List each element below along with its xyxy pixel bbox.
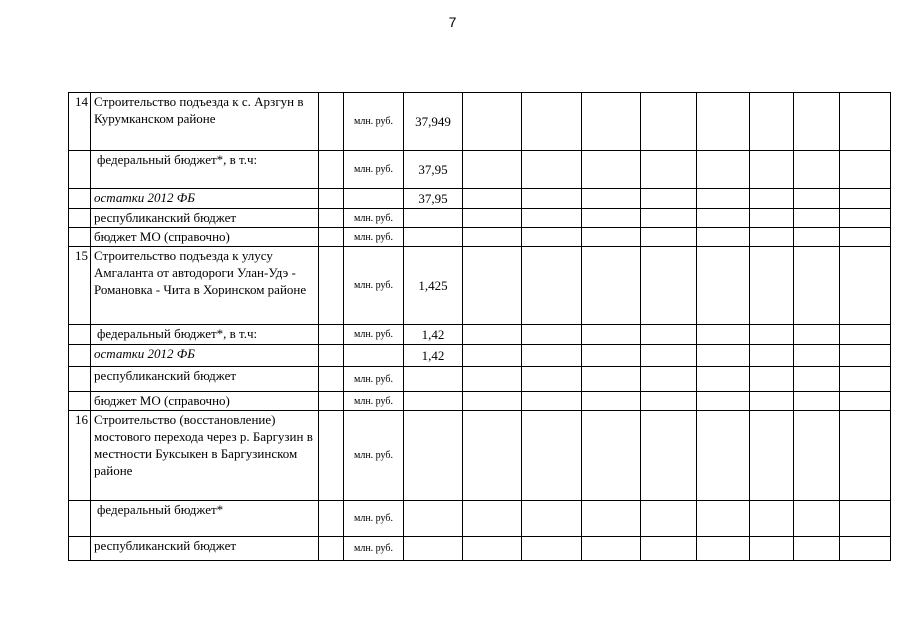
empty-cell xyxy=(840,392,891,411)
empty-cell xyxy=(641,345,697,367)
row-number xyxy=(69,325,91,345)
empty-cell xyxy=(319,325,344,345)
row-name: Строительство (восстановление) мостового перехода через р. Баргузин в местности Буксыкен в Баргузинском районе xyxy=(91,411,319,501)
table-row xyxy=(69,325,891,345)
empty-cell xyxy=(319,411,344,501)
empty-cell xyxy=(319,228,344,247)
empty-cell xyxy=(582,228,641,247)
empty-cell xyxy=(641,537,697,561)
empty-cell xyxy=(582,209,641,228)
value-cell: 37,95 xyxy=(404,189,463,209)
empty-cell xyxy=(582,247,641,325)
empty-cell xyxy=(522,228,582,247)
empty-cell xyxy=(697,537,750,561)
value-cell: 1,42 xyxy=(404,345,463,367)
empty-cell xyxy=(750,209,794,228)
empty-cell xyxy=(641,392,697,411)
unit-cell: млн. руб. xyxy=(344,392,404,411)
table-row xyxy=(69,228,891,247)
empty-cell xyxy=(697,93,750,151)
empty-cell xyxy=(463,189,522,209)
empty-cell xyxy=(582,501,641,537)
empty-cell xyxy=(750,247,794,325)
empty-cell xyxy=(463,367,522,392)
empty-cell xyxy=(463,228,522,247)
empty-cell xyxy=(319,345,344,367)
empty-cell xyxy=(522,247,582,325)
unit-cell xyxy=(344,345,404,367)
row-name: Строительство подъезда к с. Арзгун в Курумканском районе xyxy=(91,93,319,151)
empty-cell xyxy=(750,345,794,367)
empty-cell xyxy=(840,501,891,537)
row-name: Строительство подъезда к улусу Амгаланта от автодороги Улан-Удэ - Романовка - Чита в Хоринском районе xyxy=(91,247,319,325)
empty-cell xyxy=(794,367,840,392)
empty-cell xyxy=(319,93,344,151)
empty-cell xyxy=(463,501,522,537)
empty-cell xyxy=(840,247,891,325)
empty-cell xyxy=(641,411,697,501)
empty-cell xyxy=(840,325,891,345)
empty-cell xyxy=(750,151,794,189)
empty-cell xyxy=(522,151,582,189)
empty-cell xyxy=(463,247,522,325)
empty-cell xyxy=(463,392,522,411)
table-row xyxy=(69,501,891,537)
empty-cell xyxy=(794,411,840,501)
unit-cell: млн. руб. xyxy=(344,93,404,151)
empty-cell xyxy=(840,93,891,151)
empty-cell xyxy=(463,325,522,345)
empty-cell xyxy=(319,367,344,392)
empty-cell xyxy=(522,367,582,392)
value-cell: 1,425 xyxy=(404,247,463,325)
empty-cell xyxy=(697,228,750,247)
empty-cell xyxy=(463,411,522,501)
row-name: республиканский бюджет xyxy=(91,367,319,392)
empty-cell xyxy=(582,411,641,501)
unit-cell: млн. руб. xyxy=(344,411,404,501)
empty-cell xyxy=(582,345,641,367)
empty-cell xyxy=(840,411,891,501)
empty-cell xyxy=(522,537,582,561)
empty-cell xyxy=(750,411,794,501)
empty-cell xyxy=(641,93,697,151)
unit-cell: млн. руб. xyxy=(344,228,404,247)
empty-cell xyxy=(840,537,891,561)
row-name: бюджет МО (справочно) xyxy=(91,228,319,247)
empty-cell xyxy=(697,501,750,537)
empty-cell xyxy=(750,93,794,151)
empty-cell xyxy=(641,501,697,537)
row-name: федеральный бюджет*, в т.ч: xyxy=(91,151,319,189)
empty-cell xyxy=(582,537,641,561)
empty-cell xyxy=(319,151,344,189)
empty-cell xyxy=(319,247,344,325)
row-name: остатки 2012 ФБ xyxy=(91,345,319,367)
table-row xyxy=(69,93,891,151)
empty-cell xyxy=(794,392,840,411)
value-cell xyxy=(404,209,463,228)
empty-cell xyxy=(794,228,840,247)
empty-cell xyxy=(463,93,522,151)
row-number: 16 xyxy=(69,411,91,501)
row-number xyxy=(69,189,91,209)
empty-cell xyxy=(319,501,344,537)
empty-cell xyxy=(840,209,891,228)
empty-cell xyxy=(697,209,750,228)
empty-cell xyxy=(794,325,840,345)
value-cell: 1,42 xyxy=(404,325,463,345)
empty-cell xyxy=(794,189,840,209)
empty-cell xyxy=(463,209,522,228)
empty-cell xyxy=(522,501,582,537)
table-row xyxy=(69,537,891,561)
row-name: бюджет МО (справочно) xyxy=(91,392,319,411)
row-name: федеральный бюджет*, в т.ч: xyxy=(91,325,319,345)
empty-cell xyxy=(582,151,641,189)
empty-cell xyxy=(522,345,582,367)
value-cell: 37,949 xyxy=(404,93,463,151)
empty-cell xyxy=(840,345,891,367)
empty-cell xyxy=(794,209,840,228)
empty-cell xyxy=(522,93,582,151)
value-cell xyxy=(404,228,463,247)
empty-cell xyxy=(522,392,582,411)
empty-cell xyxy=(840,228,891,247)
empty-cell xyxy=(794,345,840,367)
empty-cell xyxy=(697,325,750,345)
empty-cell xyxy=(522,189,582,209)
unit-cell: млн. руб. xyxy=(344,501,404,537)
empty-cell xyxy=(641,151,697,189)
row-name: республиканский бюджет xyxy=(91,537,319,561)
empty-cell xyxy=(750,325,794,345)
table-row xyxy=(69,247,891,325)
table-row xyxy=(69,345,891,367)
unit-cell: млн. руб. xyxy=(344,209,404,228)
empty-cell xyxy=(794,151,840,189)
value-cell xyxy=(404,392,463,411)
unit-cell: млн. руб. xyxy=(344,367,404,392)
table-row xyxy=(69,151,891,189)
budget-table xyxy=(68,92,891,561)
value-cell xyxy=(404,367,463,392)
empty-cell xyxy=(522,209,582,228)
row-number: 14 xyxy=(69,93,91,151)
empty-cell xyxy=(582,367,641,392)
empty-cell xyxy=(319,209,344,228)
empty-cell xyxy=(463,537,522,561)
empty-cell xyxy=(750,228,794,247)
empty-cell xyxy=(750,367,794,392)
empty-cell xyxy=(641,247,697,325)
empty-cell xyxy=(463,151,522,189)
empty-cell xyxy=(522,411,582,501)
empty-cell xyxy=(750,392,794,411)
row-number xyxy=(69,345,91,367)
empty-cell xyxy=(750,189,794,209)
page-number: 7 xyxy=(448,14,457,30)
row-name: республиканский бюджет xyxy=(91,209,319,228)
empty-cell xyxy=(697,151,750,189)
empty-cell xyxy=(794,247,840,325)
table-row xyxy=(69,392,891,411)
empty-cell xyxy=(840,367,891,392)
empty-cell xyxy=(794,501,840,537)
empty-cell xyxy=(582,93,641,151)
empty-cell xyxy=(697,189,750,209)
empty-cell xyxy=(697,247,750,325)
value-cell xyxy=(404,501,463,537)
row-number: 15 xyxy=(69,247,91,325)
empty-cell xyxy=(794,93,840,151)
row-number xyxy=(69,151,91,189)
empty-cell xyxy=(641,209,697,228)
empty-cell xyxy=(697,367,750,392)
empty-cell xyxy=(697,392,750,411)
row-number xyxy=(69,228,91,247)
empty-cell xyxy=(463,345,522,367)
unit-cell: млн. руб. xyxy=(344,151,404,189)
table-row xyxy=(69,189,891,209)
empty-cell xyxy=(582,392,641,411)
table-row xyxy=(69,209,891,228)
empty-cell xyxy=(794,537,840,561)
unit-cell: млн. руб. xyxy=(344,247,404,325)
value-cell xyxy=(404,537,463,561)
empty-cell xyxy=(840,151,891,189)
empty-cell xyxy=(582,189,641,209)
value-cell xyxy=(404,411,463,501)
empty-cell xyxy=(840,189,891,209)
empty-cell xyxy=(641,189,697,209)
row-number xyxy=(69,501,91,537)
empty-cell xyxy=(319,189,344,209)
row-number xyxy=(69,367,91,392)
empty-cell xyxy=(319,537,344,561)
empty-cell xyxy=(641,325,697,345)
row-number xyxy=(69,537,91,561)
unit-cell: млн. руб. xyxy=(344,537,404,561)
table-row xyxy=(69,367,891,392)
empty-cell xyxy=(750,501,794,537)
empty-cell xyxy=(641,367,697,392)
empty-cell xyxy=(750,537,794,561)
row-name: остатки 2012 ФБ xyxy=(91,189,319,209)
value-cell: 37,95 xyxy=(404,151,463,189)
unit-cell xyxy=(344,189,404,209)
row-name: федеральный бюджет* xyxy=(91,501,319,537)
row-number xyxy=(69,209,91,228)
empty-cell xyxy=(697,345,750,367)
table-row xyxy=(69,411,891,501)
empty-cell xyxy=(319,392,344,411)
empty-cell xyxy=(697,411,750,501)
unit-cell: млн. руб. xyxy=(344,325,404,345)
empty-cell xyxy=(582,325,641,345)
empty-cell xyxy=(641,228,697,247)
empty-cell xyxy=(522,325,582,345)
row-number xyxy=(69,392,91,411)
